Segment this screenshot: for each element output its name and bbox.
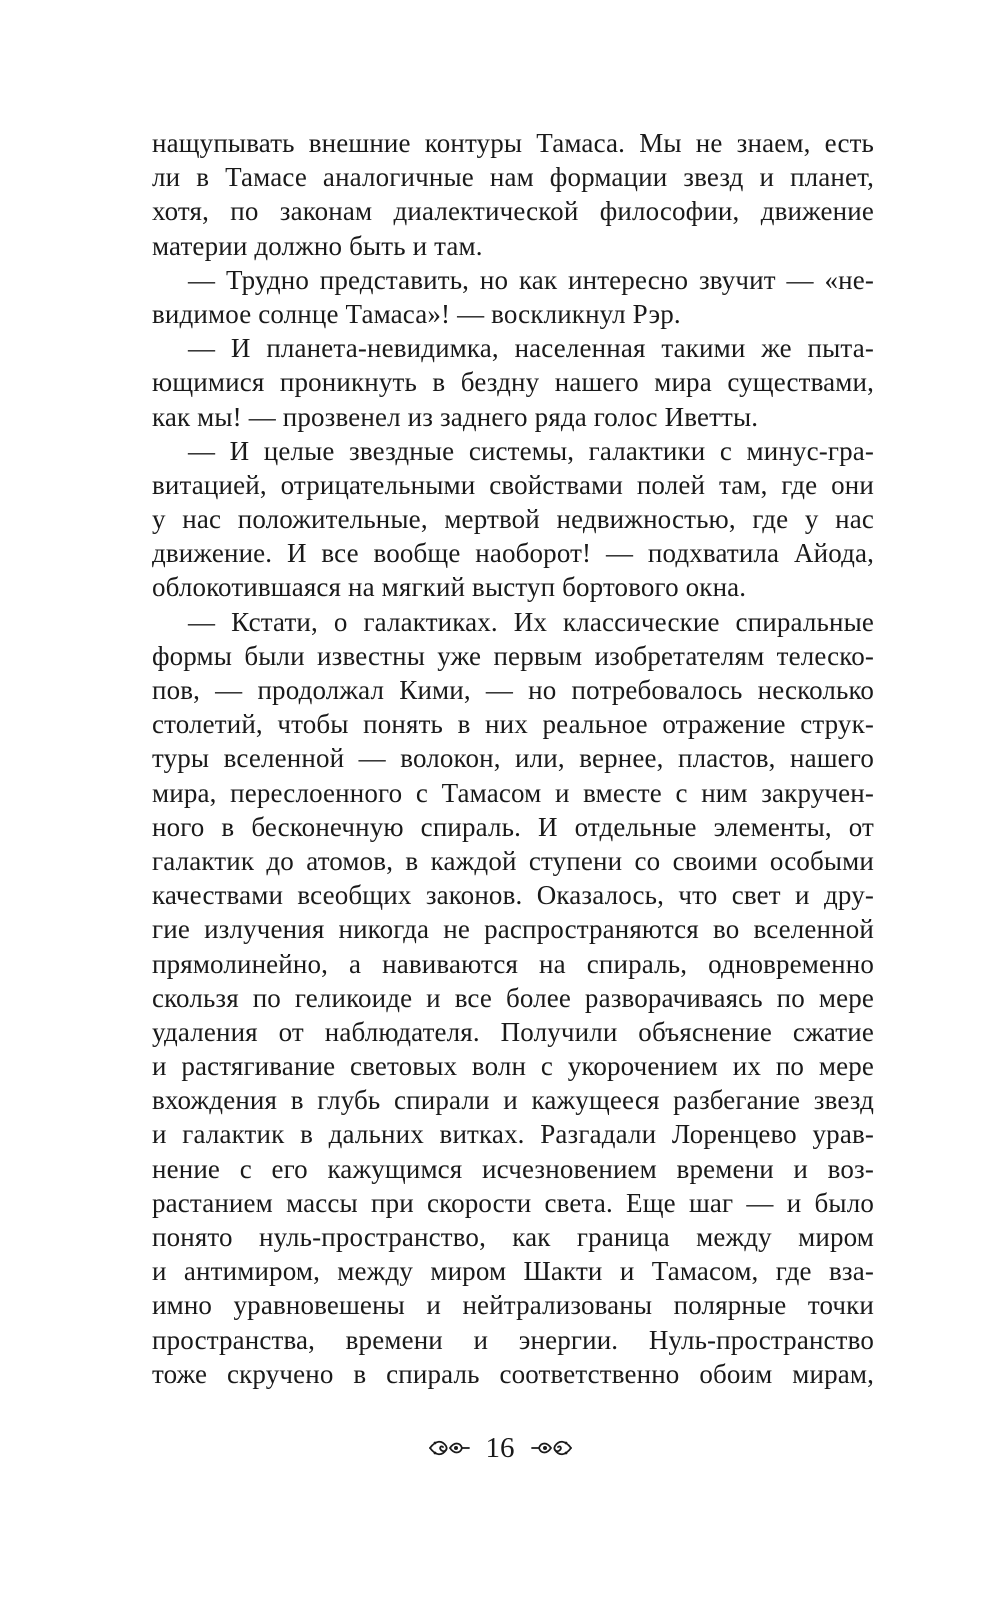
text-line: качествами всеобщих законов. Оказалось, что свет и дру- (152, 880, 874, 911)
text-line: нащупывать внешние контуры Тамаса. Мы не знаем, есть (152, 128, 874, 158)
text-line: вхождения в глубь спирали и кажущееся разбегание звезд (152, 1085, 874, 1116)
text-line: видимое солнце Тамаса»! — воскликнул Рэр. (152, 298, 681, 329)
text-line: удаления от наблюдателя. Получили объяснение сжатие (152, 1016, 874, 1047)
text-line: формы были известны уже первым изобретателям телеско- (152, 640, 874, 671)
text-line: ного в бесконечную спираль. И отдельные элементы, от (152, 811, 874, 842)
text-line: прямолинейно, а навиваются на спираль, одновременно (152, 948, 874, 979)
text-line: облокотившаяся на мягкий выступ бортового окна. (152, 572, 747, 603)
text-line: гие излучения никогда не распространяются во вселенной (152, 914, 874, 945)
text-line: как мы! — прозвенел из заднего ряда голос Иветты. (152, 401, 759, 432)
fleuron-right-icon (529, 1436, 575, 1460)
text-line: — Кстати, о галактиках. Их классические спиральные (188, 606, 874, 637)
text-line: у нас положительные, мертвой недвижностью, где у нас (152, 504, 874, 535)
text-line: туры вселенной — волокон, или, вернее, пластов, нашего (152, 743, 874, 774)
text-line: пов, — продолжал Кими, — но потребовалось несколько (152, 675, 874, 705)
text-line: материи должно быть и там. (152, 230, 483, 261)
text-line: витацией, отрицательными свойствами полей там, где они (152, 469, 874, 500)
text-line: тоже скручено в спираль соответственно обоим мирам, (152, 1358, 874, 1389)
text-line: растанием массы при скорости света. Еще шаг — и было (152, 1187, 874, 1218)
text-line: пространства, времени и энергии. Нуль-пространство (152, 1324, 874, 1355)
text-line: — Трудно представить, но как интересно звучит — «не- (188, 264, 874, 295)
text-line: и антимиром, между миром Шакти и Тамасом, где вза- (152, 1256, 874, 1287)
text-line: — И планета-невидимка, населенная такими же пыта- (188, 333, 874, 364)
text-line: хотя, по законам диалектической философии, движение (152, 196, 874, 227)
text-line: и галактик в дальних витках. Разгадали Лоренцево урав- (152, 1119, 874, 1150)
text-line: галактик до атомов, в каждой ступени со своими особыми (152, 845, 874, 876)
body-text (152, 126, 874, 1391)
text-line: понято нуль-пространство, как граница между миром (152, 1222, 874, 1252)
text-line: движение. И все вообще наоборот! — подхватила Айода, (152, 538, 874, 569)
text-line: ющимися проникнуть в бездну нашего мира существами, (152, 367, 874, 398)
text-line: столетий, чтобы понять в них реальное отражение струк- (152, 709, 874, 740)
text-line: — И целые звездные системы, галактики с минус-гра- (188, 435, 874, 466)
page-number: 16 (485, 1432, 515, 1464)
text-line: мира, переслоенного с Тамасом и вместе с ним закручен- (152, 777, 874, 808)
text-line: имно уравновешены и нейтрализованы полярные точки (152, 1290, 874, 1321)
text-line: и растягивание световых волн с укорочением их по мере (152, 1051, 874, 1082)
text-line: нение с его кажущимся исчезновением времени и воз- (152, 1153, 874, 1184)
text-line: ли в Тамасе аналогичные нам формации звезд и планет, (152, 162, 874, 193)
text-line: скользя по геликоиде и все более разворачиваясь по мере (152, 982, 874, 1013)
page-footer (0, 1428, 1000, 1468)
fleuron-left-icon (426, 1436, 472, 1460)
